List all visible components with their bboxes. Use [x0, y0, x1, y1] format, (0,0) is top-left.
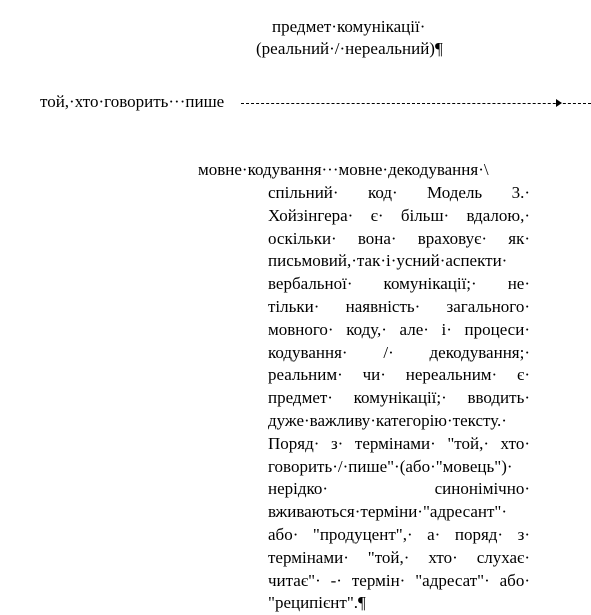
main-paragraph	[268, 182, 530, 615]
paragraph-line: вербальної· комунікації;· не·	[268, 274, 530, 294]
paragraph-line: читає"· -· термін· "адресат"· або·	[268, 570, 530, 590]
heading-line-1: предмет·комунікації·	[272, 17, 426, 36]
paragraph-line: предмет· комунікації;· вводить·	[268, 388, 530, 408]
dashed-arrow-line	[241, 103, 591, 104]
paragraph-line: говорить·/·пише"·(або·"мовець")·	[268, 456, 513, 476]
paragraph-line: тільки· наявність· загального·	[268, 296, 530, 316]
paragraph-line: реальним· чи· нереальним· є·	[268, 365, 530, 385]
paragraph-line: мовного· коду,· але· і· процеси·	[268, 319, 530, 339]
paragraph-line: "реципієнт".¶	[268, 593, 366, 613]
paragraph-line: оскільки· вона· враховує· як·	[268, 228, 530, 248]
paragraph-line: спільний· код· Модель 3.·	[268, 183, 530, 202]
paragraph-line: кодування· /· декодування;·	[268, 342, 530, 362]
paragraph-line: Поряд· з· термінами· "той,· хто·	[268, 433, 530, 453]
paragraph-line: дуже·важливу·категорію·тексту.·	[268, 410, 507, 430]
coding-line: мовне·кодування···мовне·декодування·\	[198, 160, 489, 179]
paragraph-line: термінами· "той,· хто· слухає·	[268, 547, 530, 567]
speaker-label: той,·хто·говорить···пише	[40, 92, 225, 111]
paragraph-line: письмовий,·так·і·усний·аспекти·	[268, 251, 508, 271]
paragraph-line: або· "продуцент",· а· поряд· з·	[268, 524, 530, 544]
paragraph-line: нерідко· синонімічно·	[268, 479, 530, 499]
heading-line-2: (реальний·/·нереальний)¶	[256, 39, 443, 58]
paragraph-line: Хойзінгера· є· більш· вдалою,·	[268, 205, 530, 225]
arrow-head-icon	[556, 99, 562, 107]
paragraph-line: вживаються·терміни·"адресант"·	[268, 502, 507, 522]
